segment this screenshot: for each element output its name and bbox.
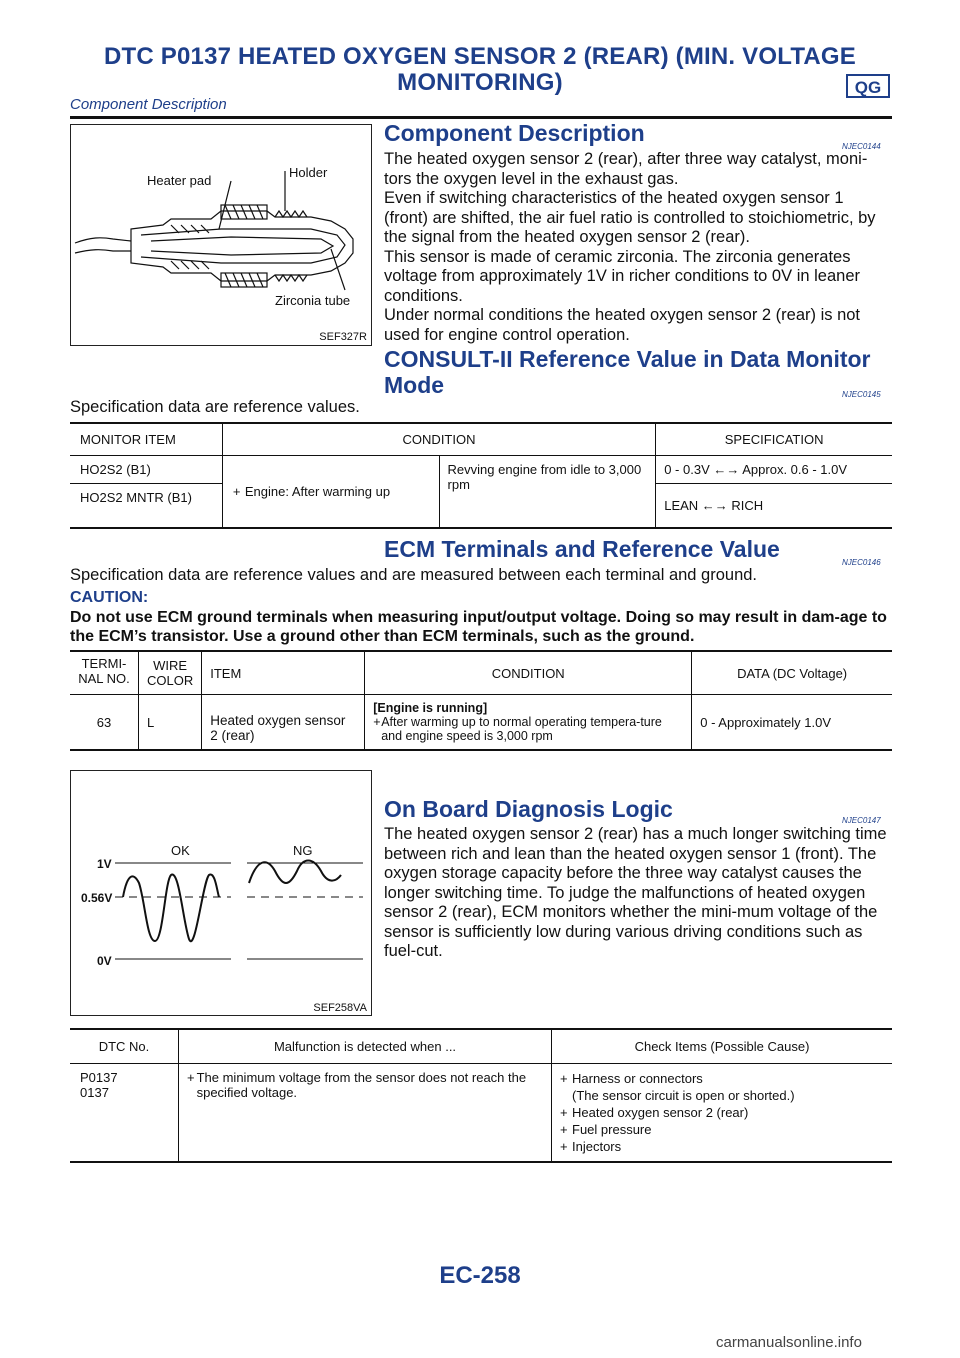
component-description-text (384, 150, 892, 345)
figure-caption: SEF327R (319, 331, 367, 343)
condition (365, 695, 692, 751)
ecm-intro: Specification data are reference values and are measured between each terminal and ground. (70, 566, 758, 584)
col-data: DATA (DC Voltage) (692, 651, 892, 695)
page-title (0, 44, 960, 96)
spec-1: 0 - 0.3V ←→ Approx. 0.6 - 1.0V (656, 456, 892, 484)
consult-table (70, 422, 892, 529)
col-check-items: Check Items (Possible Cause) (552, 1029, 893, 1064)
col-dtc-no: DTC No. (98, 1039, 150, 1054)
col-condition: CONDITION (365, 651, 692, 695)
check-items (552, 1064, 893, 1163)
check-item: + Fuel pressure (560, 1122, 652, 1137)
label-heater-pad: Heater pad (147, 173, 212, 188)
dtc-table (70, 1028, 892, 1163)
dtc-number (70, 1064, 179, 1163)
section-heading-component-description: Component Description (384, 120, 645, 146)
col-condition: CONDITION (222, 423, 655, 456)
watermark: carmanualsonline.info (716, 1334, 862, 1351)
col-item: ITEM (202, 651, 365, 695)
col-specification: SPECIFICATION (656, 423, 892, 456)
malfunction-condition: + The minimum voltage from the sensor does not reach the specified voltage. (179, 1064, 552, 1163)
obd-text: The heated oxygen sensor 2 (rear) has a much longer switching time between rich and lean than the heated oxygen sensor 1 (front). The oxygen storage capacity before the three way catalyst causes the longer switching time. To judge the malfunctions of heated oxygen sensor 2 (rear), ECM monitors whether the mini-mum voltage of the sensor is sufficiently low during various driving conditions such as fuel-cut. (384, 825, 887, 960)
dtc-code: P0137 (80, 1070, 118, 1085)
label-1v: 1V (97, 857, 112, 871)
col-terminal: TERMI-NAL NO. (78, 656, 130, 686)
condition-bullet: + After warming up to normal operating tempera-ture and engine speed is 3,000 rpm (373, 715, 662, 743)
check-item-note: (The sensor circuit is open or shorted.) (572, 1088, 795, 1103)
page-number: EC-258 (439, 1262, 521, 1289)
section-code: NJEC0146 (842, 558, 881, 567)
check-item: + Harness or connectors (560, 1071, 703, 1086)
section-badge: QG (846, 74, 890, 98)
ecm-table (70, 650, 892, 751)
label-0-56v: 0.56V (81, 891, 113, 905)
condition-detail: Revving engine from idle to 3,000 rpm (439, 456, 656, 529)
condition-head: [Engine is running] (373, 701, 488, 715)
col-malfunction: Malfunction is detected when ... (179, 1029, 552, 1064)
label-holder: Holder (289, 165, 328, 180)
consult-intro: Specification data are reference values. (70, 398, 360, 416)
data-voltage: 0 - Approximately 1.0V (692, 695, 892, 751)
condition-engine: + Engine: After warming up (222, 456, 439, 529)
page-title-line1: DTC P0137 HEATED OXYGEN SENSOR 2 (REAR) (MIN. VOLTAGE (103, 43, 857, 70)
waveform-illustration (71, 771, 371, 1015)
wire-color: L (139, 695, 202, 751)
label-0v: 0V (97, 954, 112, 968)
heading-line1: CONSULT-II Reference Value in Data Monitor (384, 346, 871, 372)
col-monitor-item: MONITOR ITEM (80, 432, 176, 447)
section-code: NJEC0147 (842, 816, 881, 825)
paragraph: Even if switching characteristics of the heated oxygen sensor 1 (front) are shifted, the air fuel ratio is controlled to stoichiometric, by the signal from the heated oxygen sensor 2 (rear). (384, 189, 876, 246)
check-item: + Heated oxygen sensor 2 (rear) (560, 1105, 749, 1120)
sensor-illustration (71, 125, 371, 345)
section-code: NJEC0144 (842, 142, 881, 151)
monitor-item-2: HO2S2 MNTR (B1) (80, 490, 192, 505)
section-heading-obd: On Board Diagnosis Logic (384, 796, 673, 822)
page-subtitle: Component Description (70, 96, 227, 113)
check-item: + Injectors (560, 1139, 622, 1154)
sensor-figure (70, 124, 372, 346)
waveform-figure (70, 770, 372, 1016)
paragraph: The heated oxygen sensor 2 (rear), after three way catalyst, moni-tors the oxygen level in the exhaust gas. (384, 150, 868, 188)
heading-line2: Mode (384, 372, 445, 398)
section-heading-consult (384, 346, 871, 398)
section-code: NJEC0145 (842, 390, 881, 399)
item: Heated oxygen sensor 2 (rear) (202, 695, 365, 751)
label-zirconia-tube: Zirconia tube (275, 293, 351, 308)
label-ng: NG (293, 843, 313, 858)
monitor-item-1: HO2S2 (B1) (80, 462, 151, 477)
page-title-line2: MONITORING) (397, 69, 563, 96)
spec-2: LEAN ←→ RICH (656, 484, 892, 529)
col-wire-color: WIRE COLOR (139, 651, 202, 695)
caution-label: CAUTION: (70, 589, 149, 606)
caution-text: Do not use ECM ground terminals when measuring input/output voltage. Doing so may result in dam-age to the ECM’s transistor. Use a ground other than ECM terminals, such as the ground. (70, 609, 887, 645)
label-ok: OK (171, 843, 190, 858)
paragraph: Under normal conditions the heated oxygen sensor 2 (rear) is not used for engine control operation. (384, 306, 861, 344)
section-heading-ecm: ECM Terminals and Reference Value (384, 536, 780, 562)
dtc-code: 0137 (80, 1085, 109, 1100)
paragraph: This sensor is made of ceramic zirconia. The zirconia generates voltage from approximately 1V in richer conditions to 0V in leaner conditions. (384, 247, 860, 305)
header-divider (70, 116, 892, 119)
terminal-no: 63 (96, 715, 112, 730)
figure-caption: SEF258VA (313, 1002, 367, 1014)
